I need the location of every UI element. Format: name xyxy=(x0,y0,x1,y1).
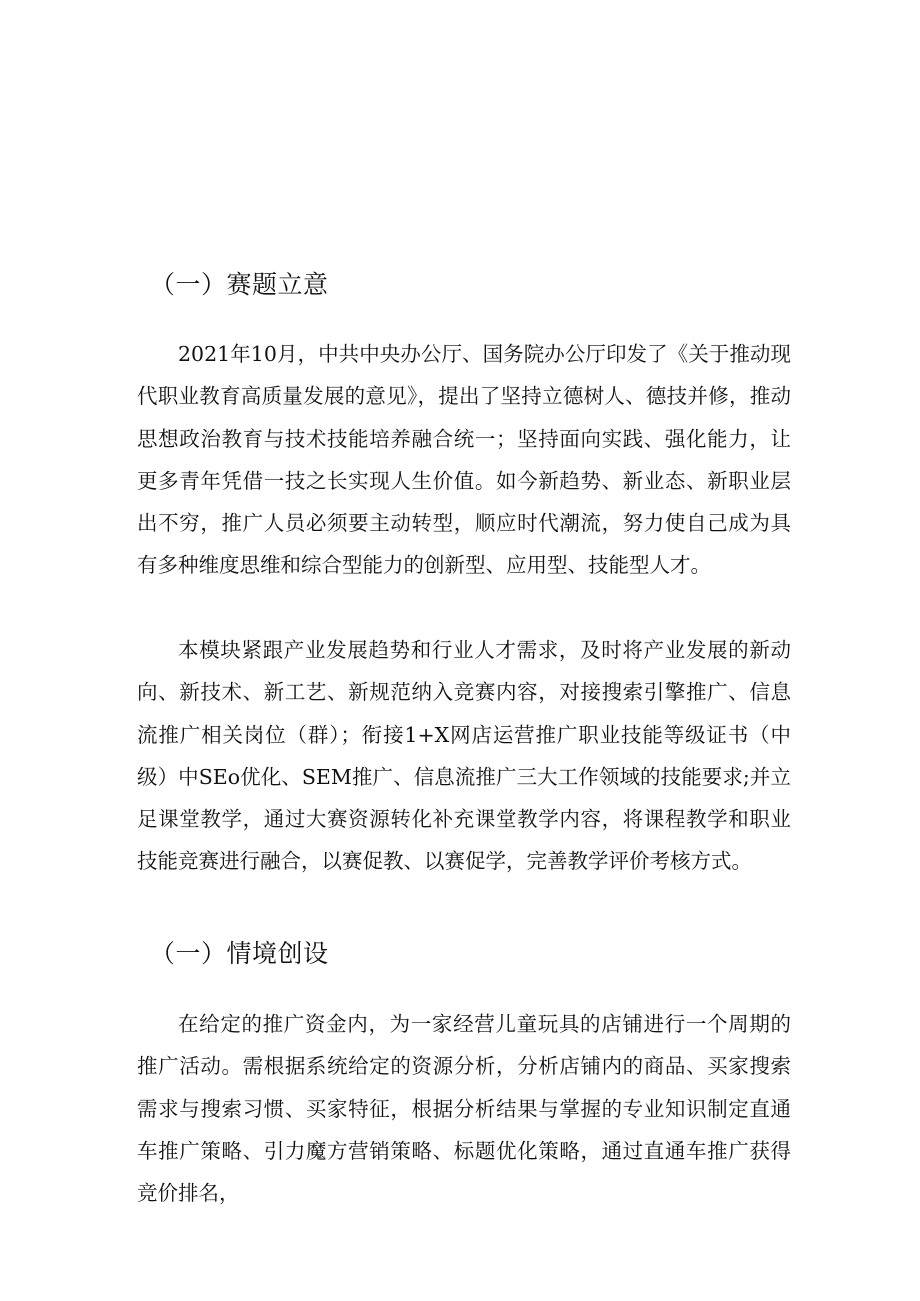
paragraph-policy-background: 2021年10月，中共中央办公厅、国务院办公厅印发了《关于推动现代职业教育高质量发展的意见》，提出了坚持立德树人、德技并修，推动思想政治教育与技术技能培养融合统一；坚持面向实践、强化能力，让更多青年凭借一技之长实现人生价值。如今新趋势、新业态、新职业层出不穷，推广人员必须要主动转型，顺应时代潮流，努力使自己成为具有多种维度思维和综合型能力的创新型、应用型、技能型人才。 xyxy=(137,342,791,578)
paragraph-module-alignment: 本模块紧跟产业发展趋势和行业人才需求，及时将产业发展的新动向、新技术、新工艺、新规范纳入竞赛内容，对接搜索引擎推广、信息流推广相关岗位（群）；衔接1+X网店运营推广职业技能等级证书（中级）中SEo优化、SEM推广、信息流推广三大工作领域的技能要求;并立足课堂教学，通过大赛资源转化补充课堂教学内容，将课程教学和职业技能竞赛进行融合，以赛促教、以赛促学，完善教学评价考核方式。 xyxy=(137,638,791,874)
section-heading-scenario: （一）情境创设 xyxy=(150,939,329,968)
paragraph-scenario-description: 在给定的推广资金内，为一家经营儿童玩具的店铺进行一个周期的推广活动。需根据系统给定的资源分析，分析店铺内的商品、买家搜索需求与搜索习惯、买家特征，根据分析结果与掌握的专业知识制定直通车推广策略、引力魔方营销策略、标题优化策略，通过直通车推广获得竞价排名， xyxy=(137,1012,791,1206)
section-heading-topic-intent: （一）赛题立意 xyxy=(150,270,329,299)
